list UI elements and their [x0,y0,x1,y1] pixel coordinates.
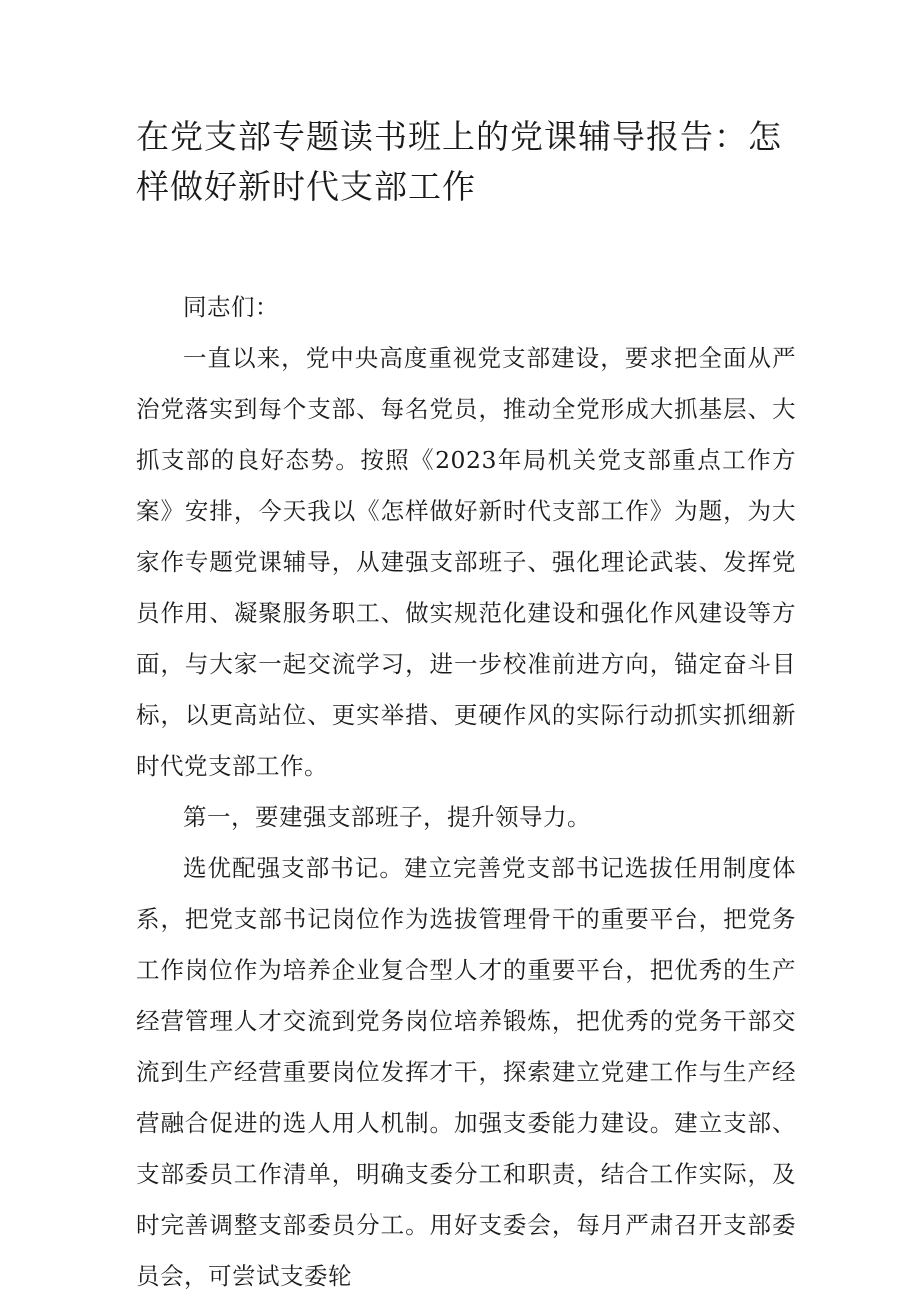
section-heading: 第一，要建强支部班子，提升领导力。 [183,803,591,831]
document-title: 在党支部专题读书班上的党课辅导报告：怎样做好新时代支部工作 [136,117,782,206]
paragraph: 一直以来，党中央高度重视党支部建设，要求把全面从严治党落实到每个支部、每名党员，推动全党形成大抓基层、大抓支部的良好态势。按照《2023年局机关党支部重点工作方案》安排，今天我以《怎样做好新时代支部工作》为题，为大家作专题党课辅导，从建强支部班子、强化理论武装、发挥党员作用、凝聚服务职工、做实规范化建设和强化作风建设等方面，与大家一起交流学习，进一步校准前进方向，锚定奋斗目标，以更高站位、更实举措、更硬作风的实际行动抓实抓细新时代党支部工作。 [136,344,796,780]
document-body [136,282,796,1302]
salutation: 同志们： [183,293,279,321]
paragraph: 选优配强支部书记。建立完善党支部书记选拔任用制度体系，把党支部书记岗位作为选拔管理骨干的重要平台，把党务工作岗位作为培养企业复合型人才的重要平台，把优秀的生产经营管理人才交流到党务岗位培养锻炼，把优秀的党务干部交流到生产经营重要岗位发挥才干，探索建立党建工作与生产经营融合促进的选人用人机制。加强支委能力建设。建立支部、支部委员工作清单，明确支委分工和职责，结合工作实际，及时完善调整支部委员分工。用好支委会，每月严肃召开支部委员会，可尝试支委轮 [136,854,796,1290]
